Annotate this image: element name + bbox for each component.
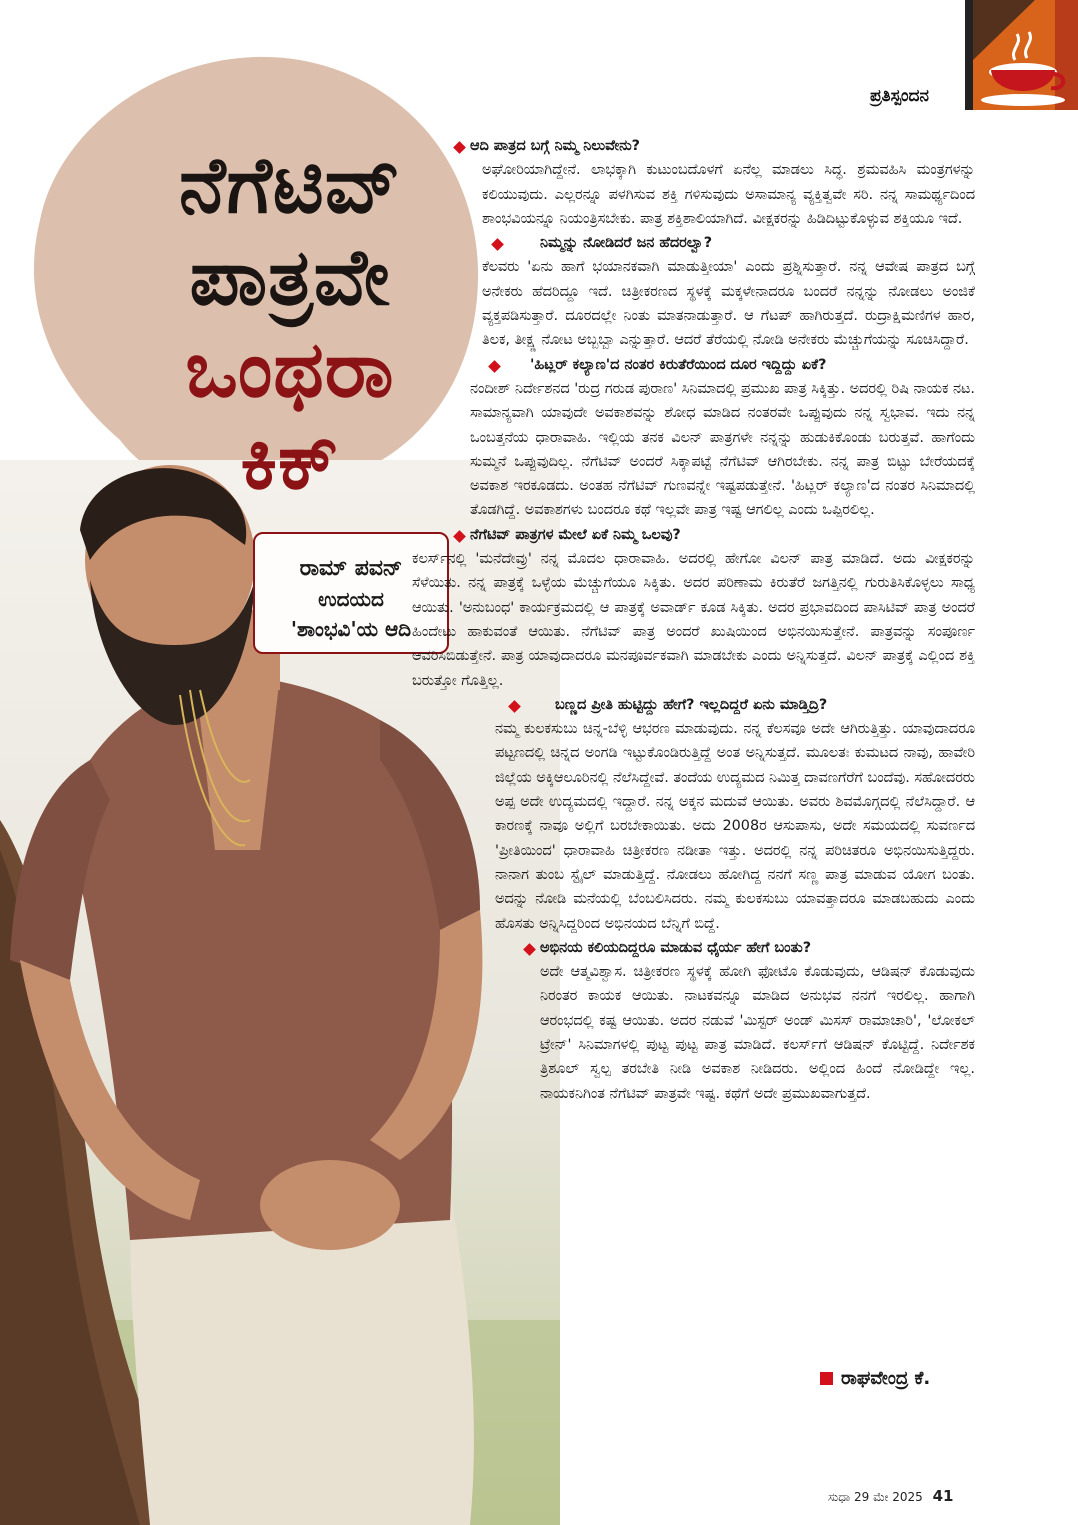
answer: ನಮ್ಮ ಕುಲಕಸುಬು ಚಿನ್ನ-ಬೆಳ್ಳಿ ಆಭರಣ ಮಾಡುವುದು. ನನ್ನ ಕೆಲಸವೂ ಅದೇ ಆಗಿರುತ್ತಿತ್ತು. ಯಾವುದಾದರೂ ಪಟ್ಟಣದಲ್ಲಿ ಚಿನ್ನದ ಅಂಗಡಿ ಇಟ್ಟುಕೊಂಡಿರುತ್ತಿದ್ದೆ ಅಂತ ಅನ್ನಿಸುತ್ತದೆ. ಮೂಲತಃ ಕುಮಟದ ನಾವು, ಹಾವೇರಿ ಜಿಲ್ಲೆಯ ಅಕ್ಕಿಆಲೂರಿನಲ್ಲಿ ನೆಲೆಸಿದ್ದೇವೆ. ತಂದೆಯ ಉದ್ಯಮದ ನಿಮಿತ್ತ ದಾವಣಗೆರೆಗೆ ಬಂದೆವು. ಸಹೋದರರು ಅಪ್ಪ ಅದೇ ಉದ್ಯಮದಲ್ಲಿ ಇದ್ದಾರೆ. ನನ್ನ ಅಕ್ಕನ ಮದುವೆ ಆಯಿತು. ಅವರು ಶಿವಮೊಗ್ಗದಲ್ಲಿ ನೆಲೆಸಿದ್ದಾರೆ. ಆ ಕಾರಣಕ್ಕೆ ನಾವೂ ಅಲ್ಲಿಗೆ ಬರಬೇಕಾಯಿತು. ಅದು 2008ರ ಆಸುಪಾಸು, ಅದೇ ಸಮಯದಲ್ಲಿ ಸುವರ್ಣದ 'ಪ್ರೀತಿಯಿಂದ' ಧಾರಾವಾಹಿ ಚಿತ್ರೀಕರಣ ನಡೀತಾ ಇತ್ತು. ಅದರಲ್ಲಿ ನನ್ನ ಪರಿಚಿತರೂ ಅಭಿನಯಿಸುತ್ತಿದ್ದರು. ನಾನಾಗ ತುಂಬ ಸ್ಟೈಲ್ ಮಾಡುತ್ತಿದ್ದೆ. ನೋಡಲು ಹೋಗಿದ್ದ ನನಗೆ ಸಣ್ಣ ಪಾತ್ರ ಮಾಡುವ ಯೋಗ ಬಂತು. ಅದನ್ನು ನೋಡಿ ಮನೆಯಲ್ಲಿ ಬೆಂಬಲಿಸಿದರು. ನಮ್ಮ ಕುಲಕಸುಬು ಯಾವತ್ತಾದರೂ ಮಾಡಬಹುದು ಎಂದು ಹೊಸತು ಅನ್ನಿಸಿದ್ದರಿಂದ ಅಭಿನಯದ ಬೆನ್ನಿಗೆ ಬಿದ್ದೆ.: [495, 721, 975, 932]
answer: ನಂದೀಶ್ ನಿರ್ದೇಶನದ 'ರುದ್ರ ಗರುಡ ಪುರಾಣ' ಸಿನಿಮಾದಲ್ಲಿ ಪ್ರಮುಖ ಪಾತ್ರ ಸಿಕ್ಕಿತ್ತು. ಅದರಲ್ಲಿ ರಿಷಿ ನಾಯಕ ನಟ. ಸಾಮಾನ್ಯವಾಗಿ ಯಾವುದೇ ಅವಕಾಶವನ್ನು ಶೋಧ ಮಾಡಿದ ನಂತರವೇ ಒಪ್ಪುವುದು ನನ್ನ ಸ್ವಭಾವ. ಇದು ನನ್ನ ಒಂಬತ್ತನೆಯ ಧಾರಾವಾಹಿ. ಇಲ್ಲಿಯ ತನಕ ವಿಲನ್ ಪಾತ್ರಗಳೇ ನನ್ನನ್ನು ಹುಡುಕಿಕೊಂಡು ಬರುತ್ತವೆ. ಹಾಗೆಂದು ಸುಮ್ಮನೆ ಒಪ್ಪುವುದಿಲ್ಲ. ನೆಗೆಟಿವ್ ಅಂದರೆ ಸಿಕ್ಕಾಪಟ್ಟೆ ನೆಗೆಟಿವ್ ಆಗಿರಬೇಕು. ನನ್ನ ಪಾತ್ರ ಬಿಟ್ಟು ಬೇರೆಯದಕ್ಕೆ ಅವಕಾಶ ಇರಕೂಡದು. ಅಂತಹ ನೆಗೆಟಿವ್ ಗುಣವನ್ನೇ ಇಷ್ಟಪಡುತ್ತೇನೆ. 'ಹಿಟ್ಲರ್ ಕಲ್ಯಾಣ'ದ ನಂತರ ಸಿನಿಮಾದಲ್ಲಿ ತೊಡಗಿದ್ದೆ. ಅವಕಾಶಗಳು ಬಂದರೂ ಕಥೆ ಇಲ್ಲವೇ ಪಾತ್ರ ಇಷ್ಟ ಆಗಲಿಲ್ಲ ಎಂದು ಒಪ್ಪಿರಲಿಲ್ಲ.: [470, 380, 975, 519]
diamond-bullet-icon: [453, 530, 466, 543]
issue-date: ಸುಧಾ 29 ಮೇ 2025: [828, 1490, 923, 1504]
headline-line-1: ನೆಗೆಟಿವ್: [178, 141, 402, 231]
answer: ಕೆಲವರು 'ಏನು ಹಾಗೆ ಭಯಾನಕವಾಗಿ ಮಾಡುತ್ತೀಯಾ' ಎಂದು ಪ್ರಶ್ನಿಸುತ್ತಾರೆ. ನನ್ನ ಆವೇಷ ಪಾತ್ರದ ಬಗ್ಗೆ ಅನೇಕರು ಹೆದರಿದ್ದೂ ಇದೆ. ಚಿತ್ರೀಕರಣದ ಸ್ಥಳಕ್ಕೆ ಮಕ್ಕಳೇನಾದರೂ ಬಂದರೆ ನನ್ನನ್ನು ನೋಡಲು ಅಂಜಿಕೆ ವ್ಯಕ್ತಪಡಿಸುತ್ತಾರೆ. ದೂರದಲ್ಲೇ ನಿಂತು ಮಾತನಾಡುತ್ತಾರೆ. ಆ ಗೆಟಪ್ ಹಾಗಿರುತ್ತದೆ. ರುದ್ರಾಕ್ಷಿಮಣಿಗಳ ಹಾರ, ತಿಲಕ, ತೀಕ್ಷ್ಣ ನೋಟ ಅಬ್ಬಬ್ಬಾ ಎನ್ನುತ್ತಾರೆ. ಆದರೆ ತೆರೆಯಲ್ಲಿ ನೋಡಿ ಅನೇಕರು ಮೆಚ್ಚುಗೆಯನ್ನು ಸೂಚಿಸಿದ್ದಾರೆ.: [482, 259, 975, 349]
question: ನಿಮ್ಮನ್ನು ನೋಡಿದರೆ ಜನ ಹೆದರಲ್ವಾ?: [540, 231, 975, 255]
author-byline: ರಾಘವೇಂದ್ರ ಕೆ.: [820, 1368, 930, 1389]
caption-role: 'ಶಾಂಭವಿ'ಯ ಆದಿ: [290, 617, 412, 641]
headline-line-4: ಕಿಕ್: [240, 417, 340, 507]
square-bullet-icon: [820, 1372, 833, 1385]
caption-name: ರಾಮ್ ಪವನ್: [299, 556, 403, 581]
diamond-bullet-icon: [508, 700, 521, 713]
answer: ಅಘೋರಿಯಾಗಿದ್ದೇನೆ. ಲಾಭಕ್ಕಾಗಿ ಕುಟುಂಬದೊಳಗೆ ಏನೆಲ್ಲ ಮಾಡಲು ಸಿದ್ಧ. ಶ್ರಮವಹಿಸಿ ಮಂತ್ರಗಳನ್ನು ಕಲಿಯುವುದು. ಎಲ್ಲರನ್ನೂ ಪಳಗಿಸುವ ಶಕ್ತಿ ಗಳಿಸುವುದು ಅಸಾಮಾನ್ಯ ವ್ಯಕ್ತಿತ್ವವೇ ಸರಿ. ನನ್ನ ಸಾಮರ್ಥ್ಯದಿಂದ ಶಾಂಭವಿಯನ್ನೂ ನಿಯಂತ್ರಿಸಬೇಕು. ಪಾತ್ರ ಶಕ್ತಿಶಾಲಿಯಾಗಿದೆ. ವೀಕ್ಷಕರನ್ನು ಹಿಡಿದಿಟ್ಟುಕೊಳ್ಳುವ ಶಕ್ತಿಯೂ ಇದೆ.: [482, 162, 975, 227]
section-label: ಪ್ರತಿಸ್ಪಂದನ: [870, 86, 929, 106]
answer: ಕಲರ್ಸ್‌ನಲ್ಲಿ 'ಮನೆದೇವ್ರು' ನನ್ನ ಮೊದಲ ಧಾರಾವಾಹಿ. ಅದರಲ್ಲಿ ಹೇಗೋ ವಿಲನ್ ಪಾತ್ರ ಮಾಡಿದೆ. ಅದು ವೀಕ್ಷಕರನ್ನು ಸೆಳೆಯಿತು. ನನ್ನ ಪಾತ್ರಕ್ಕೆ ಒಳ್ಳೆಯ ಮೆಚ್ಚುಗೆಯೂ ಸಿಕ್ಕಿತು. ಅದರ ಪರಿಣಾಮ ಕಿರುತೆರೆ ಜಗತ್ತಿನಲ್ಲಿ ಗುರುತಿಸಿಕೊಳ್ಳಲು ಸಾಧ್ಯ ಆಯಿತು. 'ಅನುಬಂಧ' ಕಾರ್ಯಕ್ರಮದಲ್ಲಿ ಆ ಪಾತ್ರಕ್ಕೆ ಅವಾರ್ಡ್ ಕೂಡ ಸಿಕ್ಕಿತು. ಅದರ ಪ್ರಭಾವದಿಂದ ಪಾಸಿಟಿವ್ ಪಾತ್ರ ಅಂದರೆ ಹಿಂದೇಟು ಹಾಕುವಂತೆ ಆಯಿತು. ನೆಗೆಟಿವ್ ಪಾತ್ರ ಅಂದರೆ ಖುಷಿಯಿಂದ ಅಭಿನಯಿಸುತ್ತೇನೆ. ಪಾತ್ರವನ್ನು ಸಂಪೂರ್ಣ ಆವರಿಸಿಬಿಡುತ್ತೇನೆ. ಪಾತ್ರ ಯಾವುದಾದರೂ ಮನಪೂರ್ವಕವಾಗಿ ಮಾಡಬೇಕು ಎಂದು ಅನ್ನಿಸುತ್ತದೆ. ವಿಲನ್ ಪಾತ್ರಕ್ಕೆ ಎಲ್ಲಿಂದ ಶಕ್ತಿ ಬರುತ್ತೋ ಗೊತ್ತಿಲ್ಲ.: [412, 551, 975, 689]
question: 'ಹಿಟ್ಲರ್ ಕಲ್ಯಾಣ'ದ ನಂತರ ಕಿರುತೆರೆಯಿಂದ ದೂರ ಇದ್ದಿದ್ದು ಏಕೆ?: [530, 353, 975, 377]
page-number: 41: [932, 1487, 954, 1505]
headline-line-3: ಒಂಥರಾ: [185, 325, 395, 415]
coffee-cup-icon: [965, 0, 1078, 110]
answer: ಅದೇ ಆತ್ಮವಿಶ್ವಾಸ. ಚಿತ್ರೀಕರಣ ಸ್ಥಳಕ್ಕೆ ಹೋಗಿ ಫೋಟೊ ಕೊಡುವುದು, ಆಡಿಷನ್ ಕೊಡುವುದು ನಿರಂತರ ಕಾಯಕ ಆಯಿತು. ನಾಟಕವನ್ನೂ ಮಾಡಿದ ಅನುಭವ ನನಗೆ ಇರಲಿಲ್ಲ. ಹಾಗಾಗಿ ಆರಂಭದಲ್ಲಿ ಕಷ್ಟ ಆಯಿತು. ಅದರ ನಡುವೆ 'ಮಿಸ್ಟರ್ ಅಂಡ್ ಮಿಸಸ್ ರಾಮಾಚಾರಿ', 'ಲೋಕಲ್ ಟ್ರೇನ್' ಸಿನಿಮಾಗಳಲ್ಲಿ ಪುಟ್ಟ ಪುಟ್ಟ ಪಾತ್ರ ಮಾಡಿದೆ. ಕಲರ್ಸ್‌ಗೆ ಆಡಿಷನ್ ಕೊಟ್ಟಿದ್ದೆ. ನಿರ್ದೇಶಕ ತ್ರಿಶೂಲ್ ಸ್ವಲ್ಪ ತರಬೇತಿ ನೀಡಿ ಅವಕಾಶ ನೀಡಿದರು. ಅಲ್ಲಿಂದ ಹಿಂದೆ ನೋಡಿದ್ದೇ ಇಲ್ಲ. ನಾಯಕನಿಗಿಂತ ನೆಗೆಟಿವ್ ಪಾತ್ರವೇ ಇಷ್ಟ. ಕಥೆಗೆ ಅದೇ ಪ್ರಮುಖವಾಗುತ್ತದೆ.: [540, 964, 975, 1102]
question: ಆದಿ ಪಾತ್ರದ ಬಗ್ಗೆ ನಿಮ್ಮ ನಿಲುವೇನು?: [470, 134, 975, 158]
diamond-bullet-icon: [453, 141, 466, 154]
interview-article: [400, 134, 975, 1106]
question: ಅಭಿನಯ ಕಲಿಯದಿದ್ದರೂ ಮಾಡುವ ಧೈರ್ಯ ಹೇಗೆ ಬಂತು?: [540, 936, 975, 960]
question: ಬಣ್ಣದ ಪ್ರೀತಿ ಹುಟ್ಟಿದ್ದು ಹೇಗೆ? ಇಲ್ಲದಿದ್ದರೆ ಏನು ಮಾಡ್ತಿದ್ರಿ?: [555, 693, 975, 717]
diamond-bullet-icon: [491, 238, 504, 251]
diamond-bullet-icon: [488, 360, 501, 373]
diamond-bullet-icon: [523, 943, 536, 956]
page-footer: [828, 1487, 953, 1505]
question: ನೆಗೆಟಿವ್ ಪಾತ್ರಗಳ ಮೇಲೆ ಏಕೆ ನಿಮ್ಮ ಒಲವು?: [470, 523, 975, 547]
caption-channel: ಉದಯದ: [318, 587, 384, 611]
headline-line-2: ಪಾತ್ರವೇ: [189, 233, 391, 323]
